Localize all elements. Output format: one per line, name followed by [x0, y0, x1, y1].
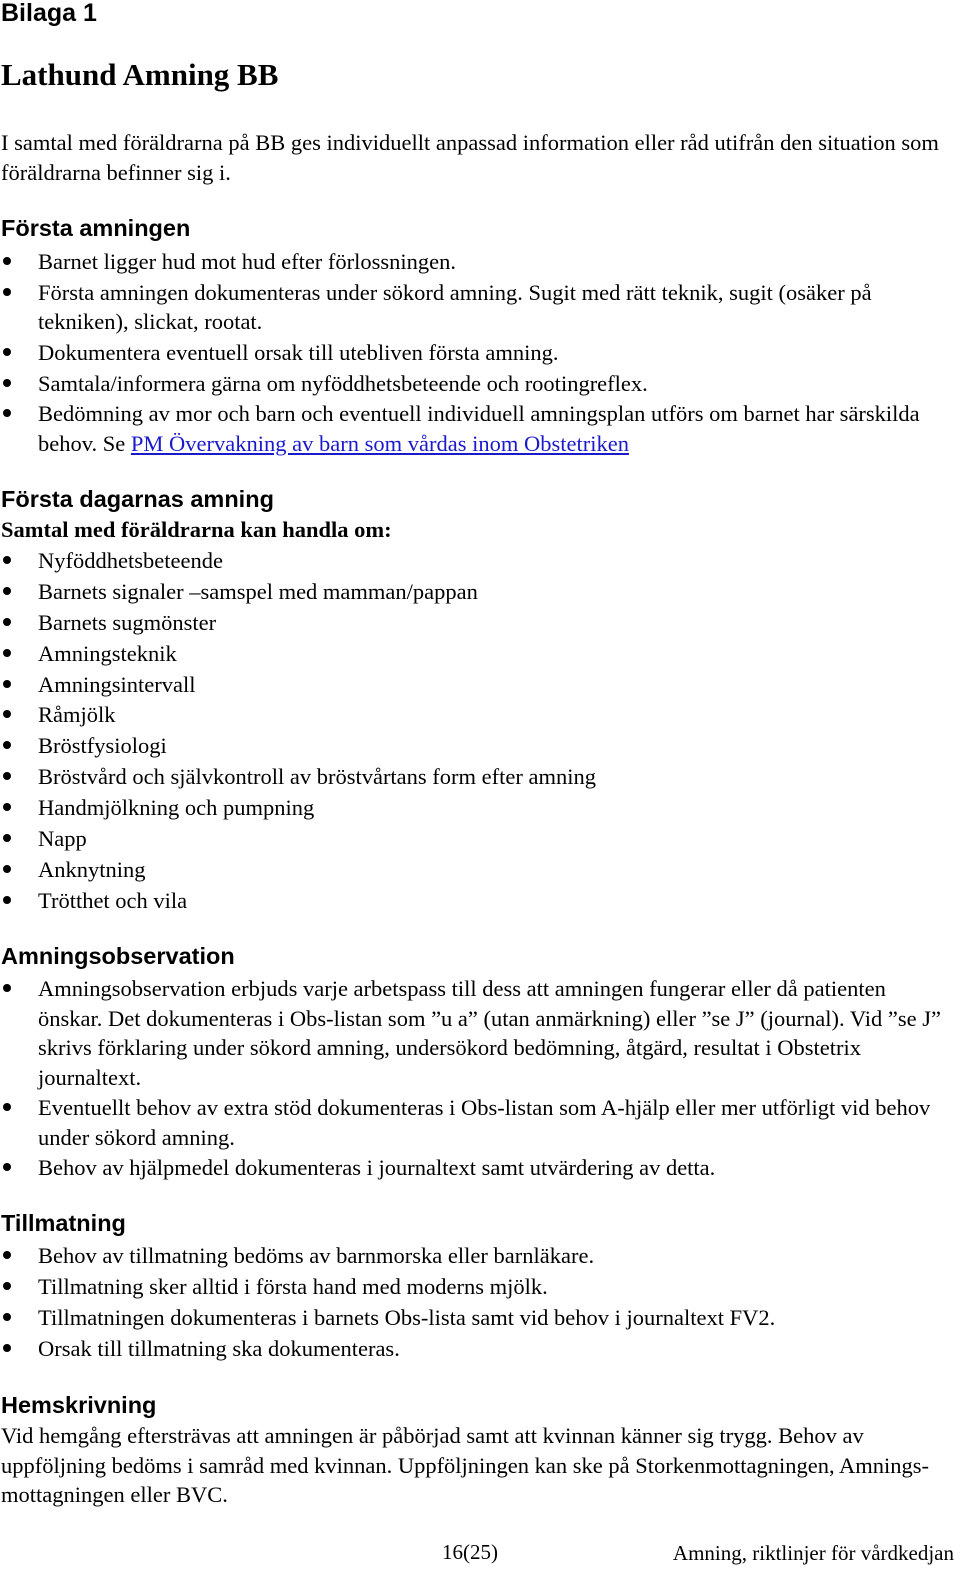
bullet-icon — [3, 1251, 11, 1259]
bullet-icon — [3, 409, 11, 417]
list-item: Eventuellt behov av extra stöd dokumenteras i Obs-listan som A-hjälp eller mer utförligt vid behov under sökord amning. — [0, 1093, 950, 1152]
bullet-icon — [3, 1103, 11, 1111]
bullet-icon — [3, 1163, 11, 1171]
section-heading-forsta-amningen: Första amningen — [1, 215, 191, 241]
list-item: Barnets signaler –samspel med mamman/pappan — [0, 577, 950, 608]
pm-overvakning-link[interactable]: PM Övervakning av barn som vårdas inom Obstetriken — [130, 430, 629, 456]
list-item: Behov av hjälpmedel dokumenteras i journaltext samt utvärdering av detta. — [0, 1153, 950, 1183]
bullet-icon — [3, 379, 11, 387]
bullet-icon — [3, 1313, 11, 1321]
list-item: Orsak till tillmatning ska dokumenteras. — [0, 1334, 950, 1365]
section-heading-hemskrivning: Hemskrivning — [1, 1392, 157, 1418]
list-item: Amningsobservation erbjuds varje arbetspass till dess att amningen fungerar eller då patienten önskar. Det dokumenteras i Obs-listan som ”u a” (utan anmärkning) eller ”se J” (journal). Vid ”se J” skrivs förklaring under sökord amning, undersökord bedömning, åtgärd, resultat i Obstetrix journaltext. — [0, 974, 950, 1092]
bullet-icon — [3, 834, 11, 842]
list-item: Tillmatning sker alltid i första hand med moderns mjölk. — [0, 1272, 950, 1303]
list-item: Nyföddhetsbeteende — [0, 546, 950, 577]
hemskrivning-paragraph: Vid hemgång eftersträvas att amningen är påbörjad samt att kvinnan känner sig trygg. Behov av uppföljning bedöms i samråd med kvinnan. Uppföljningen kan ske på Storkenmottagningen, Amnings-mottagningen eller BVC. — [1, 1423, 929, 1507]
bullet-icon — [3, 680, 11, 688]
bullet-icon — [3, 803, 11, 811]
list-item: Bröstvård och självkontroll av bröstvårtans form efter amning — [0, 762, 950, 793]
bullet-icon — [3, 984, 11, 992]
section-heading-forsta-dagarna: Första dagarnas amning — [1, 486, 274, 512]
list-tillmatning — [0, 1241, 950, 1365]
list-item: Första amningen dokumenteras under sökord amning. Sugit med rätt teknik, sugit (osäker på tekniken), slickat, rootat. — [0, 278, 950, 337]
page-title: Lathund Amning BB — [1, 57, 279, 92]
list-item: Amningsintervall — [0, 670, 950, 701]
list-item: Napp — [0, 824, 950, 855]
bullet-icon — [3, 1344, 11, 1352]
list-item: Barnet ligger hud mot hud efter förlossningen. — [0, 247, 950, 277]
list-item: Råmjölk — [0, 700, 950, 731]
list-item: Bedömning av mor och barn och eventuell individuell amningsplan utförs om barnet har särskilda behov. Se PM Övervakning av barn som vårdas inom Obstetriken — [0, 399, 950, 458]
subheading-samtal: Samtal med föräldrarna kan handla om: — [1, 517, 392, 542]
bullet-icon — [3, 865, 11, 873]
section-heading-amningsobservation: Amningsobservation — [1, 943, 235, 969]
bullet-icon — [3, 896, 11, 904]
page-number: 16(25) — [442, 1540, 498, 1564]
bullet-icon — [3, 710, 11, 718]
bullet-icon — [3, 257, 11, 265]
bullet-icon — [3, 348, 11, 356]
list-item: Tillmatningen dokumenteras i barnets Obs-lista samt vid behov i journaltext FV2. — [0, 1303, 950, 1334]
bullet-icon — [3, 772, 11, 780]
bullet-icon — [3, 587, 11, 595]
intro-paragraph: I samtal med föräldrarna på BB ges individuellt anpassad information eller råd utifrån den situation som föräldrarna befinner sig i. — [1, 130, 939, 185]
list-item: Bröstfysiologi — [0, 731, 950, 762]
list-item: Anknytning — [0, 855, 950, 886]
bullet-icon — [3, 288, 11, 296]
list-item: Behov av tillmatning bedöms av barnmorska eller barnläkare. — [0, 1241, 950, 1272]
list-forsta-dagarna — [0, 546, 950, 917]
bullet-icon — [3, 618, 11, 626]
list-item: Samtala/informera gärna om nyföddhetsbeteende och rootingreflex. — [0, 369, 950, 399]
list-item: Barnets sugmönster — [0, 608, 950, 639]
list-forsta-amningen — [0, 247, 950, 459]
list-amningsobservation — [0, 974, 950, 1184]
bullet-icon — [3, 1282, 11, 1290]
list-item: Trötthet och vila — [0, 886, 950, 917]
list-item: Dokumentera eventuell orsak till utebliven första amning. — [0, 338, 950, 368]
footer-document-title: Amning, riktlinjer för vårdkedjan — [672, 1541, 954, 1565]
list-item: Amningsteknik — [0, 639, 950, 670]
section-heading-tillmatning: Tillmatning — [1, 1210, 126, 1236]
bullet-icon — [3, 649, 11, 657]
appendix-label: Bilaga 1 — [1, 0, 97, 27]
bullet-icon — [3, 741, 11, 749]
bullet-icon — [3, 556, 11, 564]
list-item: Handmjölkning och pumpning — [0, 793, 950, 824]
